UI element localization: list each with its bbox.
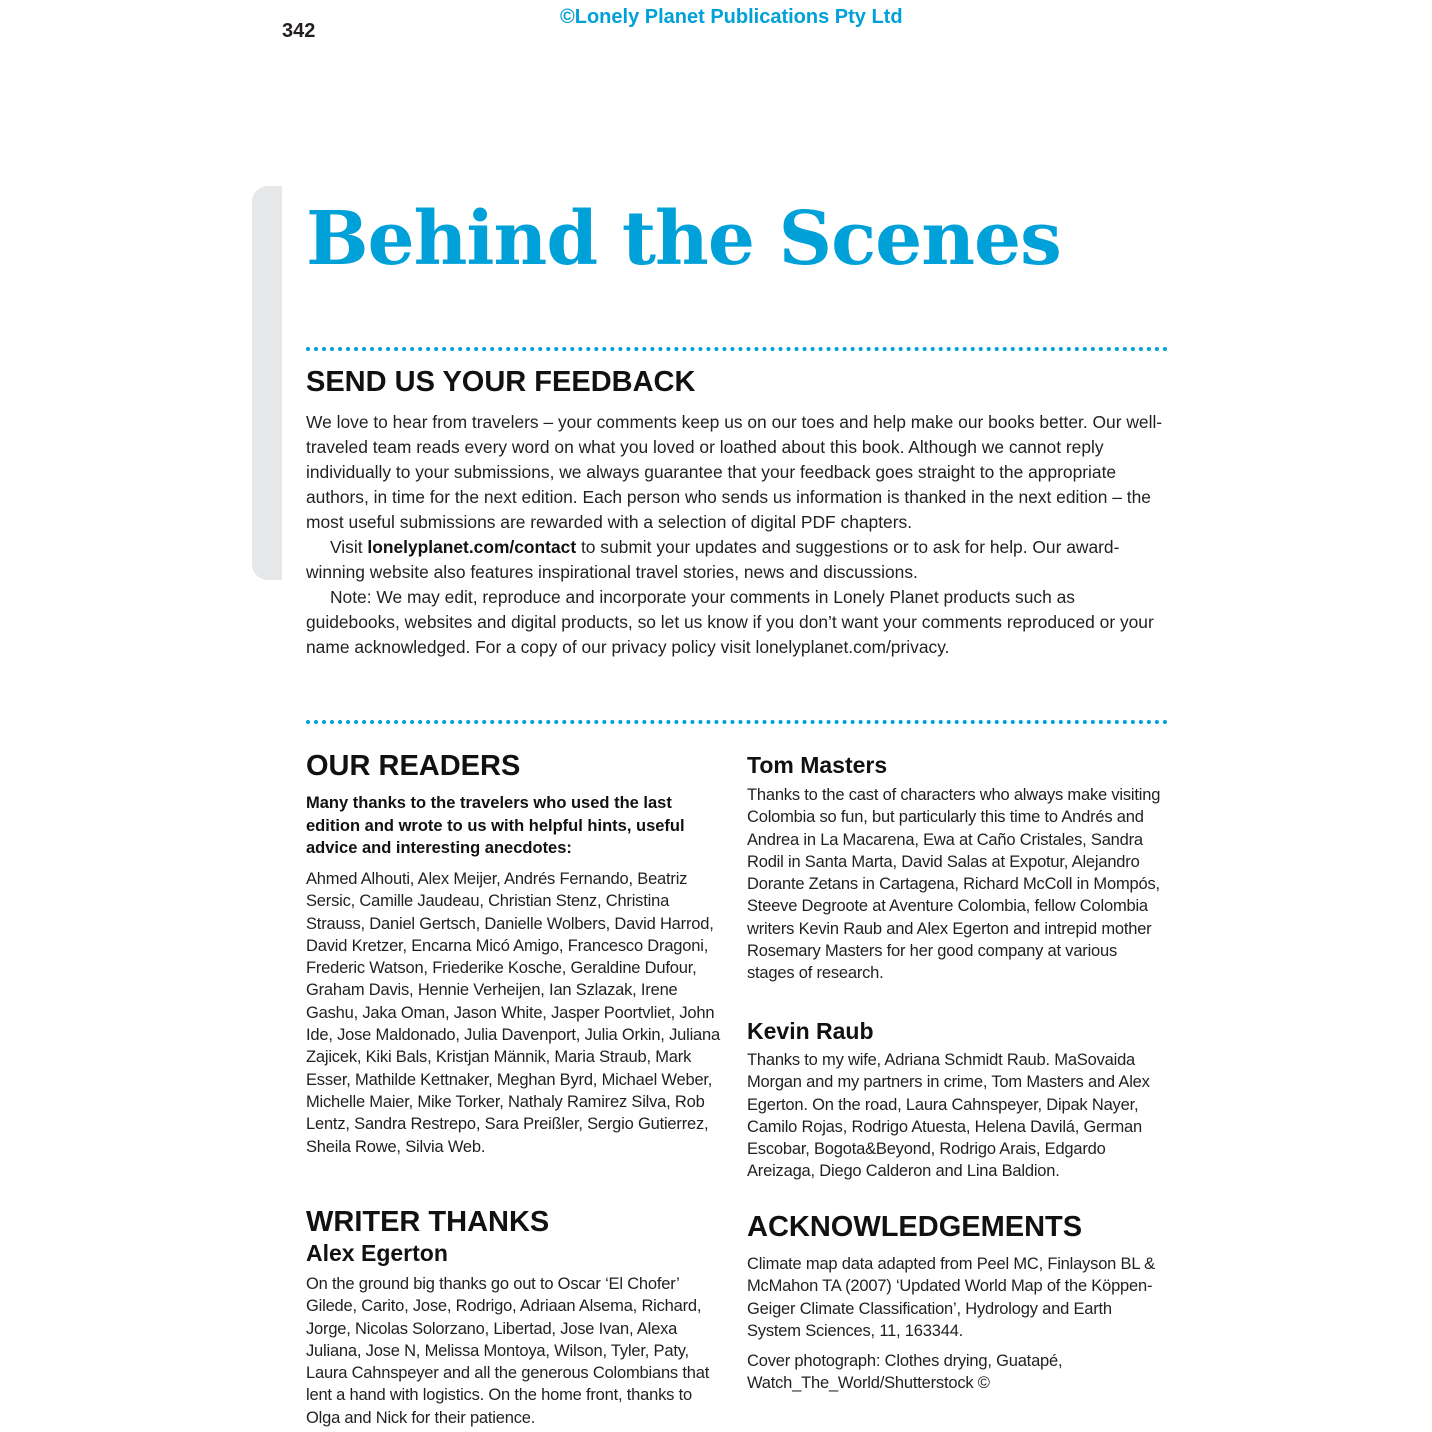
contact-link[interactable]: lonelyplanet.com/contact: [367, 537, 577, 557]
readers-intro: Many thanks to the travelers who used the last edition and wrote to us with helpful hints, useful advice and interesting anecdotes:: [306, 794, 685, 857]
dotted-divider-top: [306, 347, 1168, 351]
feedback-visit-text: Visit: [330, 537, 368, 557]
kevin-raub-thanks-text: Thanks to my wife, Adriana Schmidt Raub. MaSovaida Morgan and my partners in crime, Tom Masters and Alex Egerton. On the road, Laura Cahnspeyer, Dipak Nayer, Camilo Rojas, Rodrigo Atuesta, Helena Davilá, German Escobar, Bogota&Beyond, Rodrigo Arais, Edgardo Areizaga, Diego Calderon and Lina Baldion.: [747, 1051, 1150, 1181]
acknowledgements-cover-photo: Cover photograph: Clothes drying, Guatapé, Watch_The_World/Shutterstock ©: [747, 1352, 1063, 1393]
alex-egerton-thanks: [306, 1273, 724, 1429]
feedback-paragraph-3: Note: We may edit, reproduce and incorporate your comments in Lonely Planet products such as guidebooks, websites and digital products, so let us know if you don’t want your comments reproduced or your name acknowledged. For a copy of our privacy policy visit lonelyplanet.com/privacy.: [306, 587, 1154, 657]
feedback-visit-rest: to submit your updates and suggestions or to ask for help. Our award-winning website also features inspirational travel stories, news and discussions.: [306, 537, 1120, 582]
alex-egerton-thanks-text: On the ground big thanks go out to Oscar ‘El Chofer’ Gilede, Carito, Jose, Rodrigo, Adriaan Alsema, Richard, Jorge, Nicolas Solorzano, Libertad, Jose Ivan, Alexa Juliana, Jose N, Melissa Montoya, Wilson, Tyler, Paty, Laura Cahnspeyer and all the generous Colombians that lent a hand with logistics. On the home front, thanks to Olga and Nick for their patience.: [306, 1275, 710, 1427]
acknowledgements-heading: ACKNOWLEDGEMENTS: [747, 1211, 1083, 1243]
readers-heading: OUR READERS: [306, 750, 521, 782]
copyright-notice: ©Lonely Planet Publications Pty Ltd: [560, 6, 903, 28]
page-number: 342: [282, 20, 316, 42]
dotted-divider-bottom: [306, 720, 1168, 724]
acknowledgements-climate: Climate map data adapted from Peel MC, Finlayson BL & McMahon TA (2007) ‘Updated World Map of the Köppen-Geiger Climate Classification’, Hydrology and Earth System Sciences, 11, 163344.: [747, 1255, 1155, 1340]
tom-masters-thanks: [747, 784, 1167, 985]
feedback-heading: SEND US YOUR FEEDBACK: [306, 366, 696, 398]
writer-thanks-heading: WRITER THANKS: [306, 1206, 550, 1238]
tom-masters-thanks-text: Thanks to the cast of characters who always make visiting Colombia so fun, but particularly this time to Andrés and Andrea in La Macarena, Ewa at Caño Cristales, Sandra Rodil in Santa Marta, David Salas at Expotur, Alejandro Dorante Zetans in Cartagena, Richard McColl in Mompós, Steeve Degroote at Aventure Colombia, fellow Colombia writers Kevin Raub and Alex Egerton and intrepid mother Rosemary Masters for her good company at various stages of research.: [747, 786, 1161, 983]
feedback-body: [306, 410, 1170, 660]
writer-name-kevin-raub: Kevin Raub: [747, 1018, 874, 1044]
kevin-raub-thanks: [747, 1049, 1167, 1183]
feedback-paragraph-1: We love to hear from travelers – your comments keep us on our toes and help make our books better. Our well-traveled team reads every word on what you loved or loathed about this book. Although we cannot reply individually to your submissions, we always guarantee that your feedback goes straight to the appropriate authors, in time for the next edition. Each person who sends us information is thanked in the next edition – the most useful submissions are rewarded with a selection of digital PDF chapters.: [306, 412, 1163, 532]
readers-names: [306, 868, 724, 1158]
writer-name-alex-egerton: Alex Egerton: [306, 1240, 448, 1266]
readers-names-text: Ahmed Alhouti, Alex Meijer, Andrés Fernando, Beatriz Sersic, Camille Jaudeau, Christian Stenz, Christina Strauss, Daniel Gertsch, Danielle Wolbers, David Harrod, David Kretzer, Encarna Micó Amigo, Francesco Dragoni, Frederic Watson, Friederike Kosche, Geraldine Dufour, Graham Davis, Hennie Verheijen, Ian Szlazak, Irene Gashu, Jaka Oman, Jason White, Jasper Poortvliet, John Ide, Jose Maldonado, Julia Davenport, Julia Orkin, Juliana Zajicek, Kiki Bals, Kristjan Männik, Maria Straub, Mark Esser, Mathilde Kettnaker, Meghan Byrd, Michael Weber, Michelle Maier, Mike Torker, Nathaly Ramirez Silva, Rob Lentz, Sandra Restrepo, Sara Preißler, Sergio Gutierrez, Sheila Rowe, Silvia Web.: [306, 870, 720, 1156]
page-title: Behind the Scenes: [306, 196, 1061, 282]
feedback-paragraph-2: [306, 535, 1170, 585]
writer-name-tom-masters: Tom Masters: [747, 752, 888, 778]
chapter-side-tab: [252, 186, 282, 580]
acknowledgements-body: [747, 1253, 1167, 1395]
